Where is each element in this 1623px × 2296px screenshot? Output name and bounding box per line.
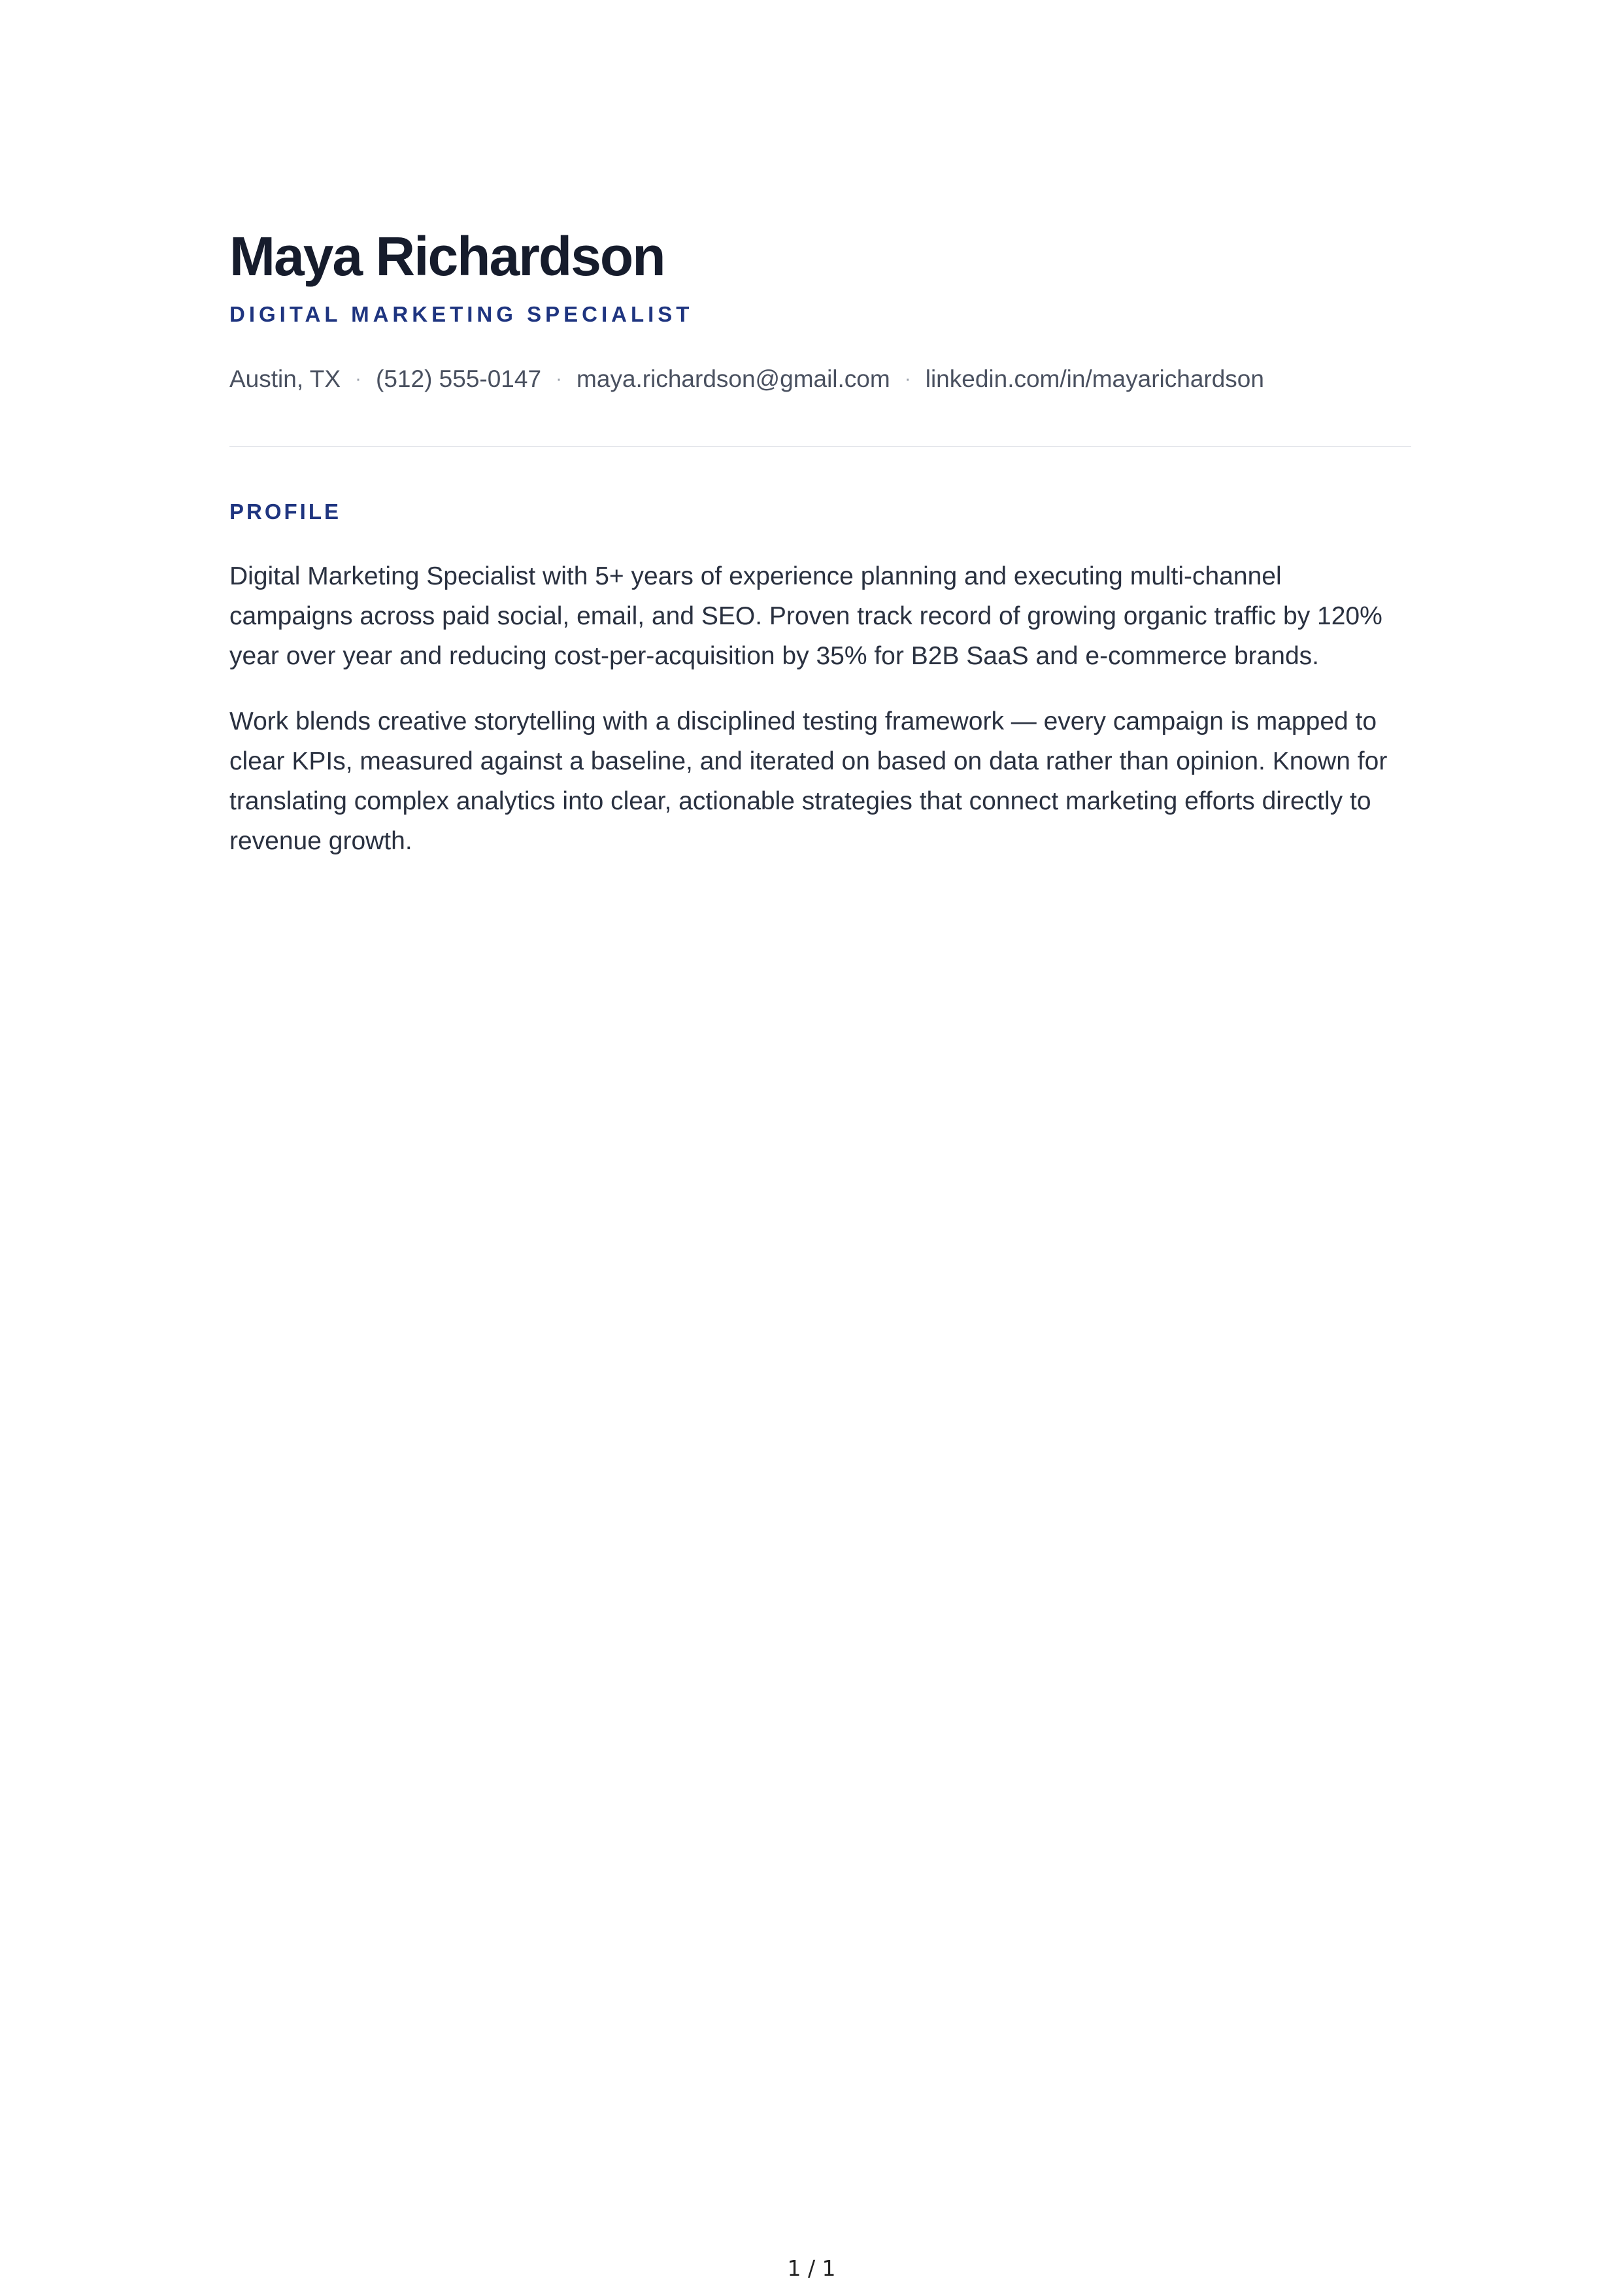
job-title: DIGITAL MARKETING SPECIALIST (229, 302, 694, 326)
resume-page (229, 226, 1411, 886)
contact-separator: · (556, 367, 563, 390)
contact-linkedin[interactable]: linkedin.com/in/mayarichardson (925, 365, 1264, 392)
header-divider (229, 446, 1411, 447)
profile-paragraph: Work blends creative storytelling with a disciplined testing framework — every campaign is mapped to clear KPIs, measured against a baseline, and iterated on based on data rather than opinion. Known for translating complex analytics into clear, actionable strategies that connect marketing efforts directly to revenue growth. (229, 707, 1388, 855)
contact-email[interactable]: maya.richardson@gmail.com (577, 365, 890, 392)
contact-phone[interactable]: (512) 555-0147 (376, 365, 542, 392)
contact-separator: · (355, 367, 362, 390)
page-number: 1 / 1 (787, 2255, 836, 2281)
contact-location: Austin, TX (229, 365, 341, 392)
candidate-name: Maya Richardson (229, 226, 665, 287)
contact-line (229, 367, 1411, 391)
section-heading-profile: PROFILE (229, 499, 342, 524)
contact-separator: · (904, 367, 911, 390)
profile-paragraph: Digital Marketing Specialist with 5+ years of experience planning and executing multi-channel campaigns across paid social, email, and SEO. Proven track record of growing organic traffic by 120% year over year and reducing cost-per-acquisition by 35% for B2B SaaS and e-commerce brands. (229, 562, 1382, 670)
